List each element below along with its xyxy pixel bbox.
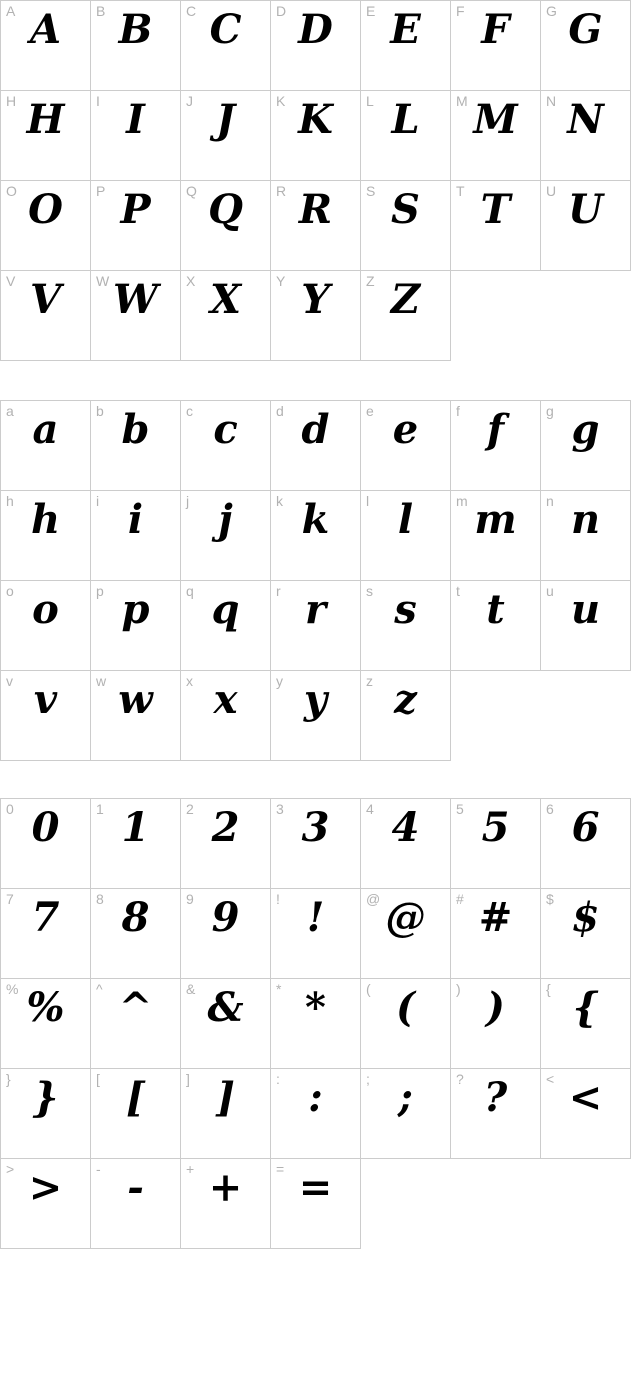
char-glyph: }	[32, 1074, 59, 1121]
charmap-cell	[1, 91, 91, 181]
charmap-cell	[451, 1069, 541, 1159]
charmap-cell	[91, 979, 181, 1069]
char-label: {	[546, 981, 551, 997]
char-label: L	[366, 93, 374, 109]
char-label: @	[366, 891, 381, 907]
char-label: G	[546, 3, 557, 19]
charmap-cell	[541, 491, 631, 581]
charmap-cell	[271, 91, 361, 181]
char-glyph: W	[113, 276, 158, 323]
char-label: [	[96, 1071, 100, 1087]
char-label: 7	[6, 891, 14, 907]
charmap-cell	[1, 491, 91, 581]
char-label: ^	[96, 981, 103, 997]
charmap-cell	[1, 271, 91, 361]
char-glyph: g	[571, 406, 600, 453]
char-label: X	[186, 273, 196, 289]
char-glyph: E	[390, 6, 421, 53]
char-label: (	[366, 981, 371, 997]
char-glyph: y	[303, 676, 328, 723]
char-glyph: B	[118, 6, 153, 53]
char-glyph: $	[571, 894, 600, 941]
char-glyph: M	[473, 96, 518, 143]
char-glyph: Y	[301, 276, 330, 323]
char-glyph: (	[396, 984, 415, 1031]
char-glyph: ^	[118, 984, 153, 1031]
charmap-cell	[361, 181, 451, 271]
char-label: c	[186, 403, 193, 419]
char-glyph: Z	[390, 276, 421, 323]
char-label: a	[6, 403, 14, 419]
char-label: Q	[186, 183, 197, 199]
charmap-cell	[91, 401, 181, 491]
char-glyph: U	[568, 186, 603, 233]
char-glyph: f	[486, 406, 505, 453]
charmap-cell	[361, 889, 451, 979]
charmap-cell	[1, 1069, 91, 1159]
char-glyph: m	[474, 496, 517, 543]
char-glyph: s	[394, 586, 417, 633]
char-label: k	[276, 493, 283, 509]
charmap-cell	[271, 581, 361, 671]
charmap-cell	[451, 1, 541, 91]
char-label: w	[96, 673, 107, 689]
char-glyph: 0	[31, 804, 60, 851]
char-label: I	[96, 93, 100, 109]
char-label: C	[186, 3, 197, 19]
char-label: M	[456, 93, 468, 109]
char-glyph: D	[298, 6, 333, 53]
charmap-cell	[91, 1069, 181, 1159]
char-label: S	[366, 183, 376, 199]
char-glyph: d	[301, 406, 330, 453]
char-label: v	[6, 673, 13, 689]
charmap-cell	[181, 1069, 271, 1159]
char-label: $	[546, 891, 554, 907]
char-label: 0	[6, 801, 14, 817]
char-label: 2	[186, 801, 194, 817]
charmap-cell	[541, 181, 631, 271]
char-glyph: G	[568, 6, 603, 53]
char-label: &	[186, 981, 196, 997]
char-glyph: ?	[483, 1074, 508, 1121]
charmap-cell	[541, 401, 631, 491]
char-glyph: v	[33, 676, 58, 723]
char-label: Y	[276, 273, 286, 289]
char-glyph: S	[391, 186, 420, 233]
charmap-cell	[181, 889, 271, 979]
charmap-cell	[181, 581, 271, 671]
char-glyph: I	[126, 96, 145, 143]
char-glyph: r	[304, 586, 327, 633]
char-glyph: z	[394, 676, 417, 723]
char-glyph: Q	[208, 186, 243, 233]
char-glyph: *	[305, 984, 326, 1031]
charmap-cell	[271, 799, 361, 889]
charmap-cell	[271, 979, 361, 1069]
char-glyph: C	[209, 6, 242, 53]
charmap-cell	[271, 271, 361, 361]
char-label: K	[276, 93, 286, 109]
charmap-cell	[1, 889, 91, 979]
charmap-cell	[91, 581, 181, 671]
char-glyph: c	[213, 406, 238, 453]
charmap-cell	[181, 401, 271, 491]
charmap-cell	[361, 1069, 451, 1159]
char-label: P	[96, 183, 106, 199]
char-label: ;	[366, 1071, 370, 1087]
char-label: 3	[276, 801, 284, 817]
char-label: :	[276, 1071, 280, 1087]
char-glyph: i	[127, 496, 144, 543]
char-glyph: x	[213, 676, 238, 723]
charmap-cell	[541, 1069, 631, 1159]
char-glyph: 8	[121, 894, 150, 941]
char-glyph: <	[568, 1074, 603, 1121]
char-label: e	[366, 403, 374, 419]
char-glyph: H	[26, 96, 65, 143]
charmap-cell	[451, 979, 541, 1069]
char-label: 8	[96, 891, 104, 907]
char-glyph: &	[207, 984, 244, 1031]
char-glyph: N	[567, 96, 604, 143]
char-label: i	[96, 493, 100, 509]
char-label: A	[6, 3, 16, 19]
charmap-cell	[451, 91, 541, 181]
char-label: ?	[456, 1071, 464, 1087]
charmap-cell	[1, 401, 91, 491]
char-label: l	[366, 493, 370, 509]
char-glyph: O	[28, 186, 63, 233]
charmap-cell	[361, 271, 451, 361]
charmap-cell	[541, 799, 631, 889]
char-glyph: K	[298, 96, 333, 143]
charmap-cell	[451, 401, 541, 491]
charmap-cell	[361, 581, 451, 671]
char-label: V	[6, 273, 16, 289]
charmap-cell	[1, 1, 91, 91]
char-label: +	[186, 1161, 195, 1177]
char-label: !	[276, 891, 280, 907]
char-label: g	[546, 403, 554, 419]
charmap-cell	[541, 91, 631, 181]
charmap-cell	[271, 401, 361, 491]
char-glyph: 5	[481, 804, 510, 851]
char-glyph: u	[570, 586, 601, 633]
charmap-cell	[271, 1069, 361, 1159]
char-glyph: +	[208, 1164, 243, 1211]
charmap-cell	[271, 671, 361, 761]
char-glyph: j	[218, 496, 233, 543]
char-label: x	[186, 673, 193, 689]
char-label: t	[456, 583, 460, 599]
char-glyph: 9	[211, 894, 240, 941]
charmap-cell	[361, 491, 451, 581]
char-glyph: L	[391, 96, 420, 143]
charmap-cell	[181, 271, 271, 361]
char-label: =	[276, 1161, 285, 1177]
charmap-cell	[181, 491, 271, 581]
charmap-cell	[181, 799, 271, 889]
charmap-cell	[91, 491, 181, 581]
char-label: d	[276, 403, 284, 419]
char-label: R	[276, 183, 287, 199]
charmap-cell	[181, 1, 271, 91]
char-label: y	[276, 673, 283, 689]
char-glyph: 4	[391, 804, 420, 851]
charmap-cell	[541, 889, 631, 979]
char-label: q	[186, 583, 194, 599]
char-label: F	[456, 3, 465, 19]
uppercase-charmap	[0, 0, 631, 361]
char-glyph: 7	[31, 894, 60, 941]
char-label: m	[456, 493, 468, 509]
char-label: T	[456, 183, 465, 199]
charmap-cell	[541, 581, 631, 671]
charmap-cell	[541, 1, 631, 91]
char-label: W	[96, 273, 110, 289]
char-glyph: #	[478, 894, 513, 941]
charmap-cell	[1, 799, 91, 889]
charmap-cell	[361, 91, 451, 181]
char-glyph: t	[486, 586, 505, 633]
char-label: *	[276, 981, 282, 997]
charmap-cell	[91, 889, 181, 979]
charmap-cell	[91, 181, 181, 271]
lowercase-charmap	[0, 400, 631, 761]
char-glyph: w	[118, 676, 153, 723]
char-glyph: b	[121, 406, 150, 453]
char-glyph: )	[486, 984, 505, 1031]
charmap-cell	[181, 671, 271, 761]
char-label: #	[456, 891, 464, 907]
char-glyph: e	[392, 406, 419, 453]
char-glyph: a	[32, 406, 59, 453]
char-glyph: =	[298, 1164, 333, 1211]
charmap-cell	[271, 1, 361, 91]
charmap-cell	[451, 889, 541, 979]
char-glyph: >	[28, 1164, 63, 1211]
char-label: B	[96, 3, 106, 19]
char-glyph: 2	[211, 804, 240, 851]
char-glyph: :	[308, 1074, 323, 1121]
char-label: N	[546, 93, 557, 109]
charmap-cell	[361, 979, 451, 1069]
charmap-cell	[91, 671, 181, 761]
char-label: z	[366, 673, 373, 689]
char-label: H	[6, 93, 17, 109]
char-glyph: h	[30, 496, 61, 543]
char-glyph: X	[209, 276, 242, 323]
char-label: 5	[456, 801, 464, 817]
charmap-cell	[451, 491, 541, 581]
char-label: 1	[96, 801, 104, 817]
charmap-cell	[91, 271, 181, 361]
char-label: E	[366, 3, 376, 19]
char-label: n	[546, 493, 554, 509]
charmap-cell	[451, 581, 541, 671]
char-label: j	[186, 493, 190, 509]
char-label: f	[456, 403, 460, 419]
charmap-cell	[1, 581, 91, 671]
charmap-cell	[1, 979, 91, 1069]
charmap-cell	[1, 1159, 91, 1249]
charmap-cell	[541, 979, 631, 1069]
char-glyph: ]	[216, 1074, 235, 1121]
char-label: u	[546, 583, 554, 599]
charmap-cell	[1, 181, 91, 271]
charmap-cell	[361, 1, 451, 91]
char-label: o	[6, 583, 14, 599]
charmap-cell	[181, 979, 271, 1069]
charmap-cell	[91, 1, 181, 91]
char-label: >	[6, 1161, 15, 1177]
char-glyph: 1	[121, 804, 150, 851]
char-glyph: -	[127, 1164, 144, 1211]
char-label: 6	[546, 801, 554, 817]
char-label: s	[366, 583, 373, 599]
charmap-cell	[91, 91, 181, 181]
char-glyph: [	[126, 1074, 145, 1121]
charmap-cell	[361, 799, 451, 889]
charmap-cell	[181, 181, 271, 271]
char-label: -	[96, 1161, 101, 1177]
char-glyph: P	[120, 186, 151, 233]
char-label: 9	[186, 891, 194, 907]
charmap-cell	[451, 181, 541, 271]
char-label: r	[276, 583, 281, 599]
char-glyph: 3	[301, 804, 330, 851]
char-glyph: ;	[398, 1074, 413, 1121]
char-glyph: 6	[571, 804, 600, 851]
char-glyph: n	[570, 496, 601, 543]
charmap-cell	[451, 799, 541, 889]
charmap-cell	[361, 671, 451, 761]
char-glyph: {	[572, 984, 599, 1031]
charmap-cell	[271, 491, 361, 581]
charmap-cell	[361, 401, 451, 491]
charmap-cell	[181, 91, 271, 181]
char-glyph: p	[121, 586, 150, 633]
char-glyph: k	[301, 496, 330, 543]
char-glyph: l	[397, 496, 414, 543]
char-glyph: %	[26, 984, 65, 1031]
char-label: D	[276, 3, 287, 19]
char-label: Z	[366, 273, 375, 289]
charmap-cell	[271, 1159, 361, 1249]
char-glyph: !	[306, 894, 325, 941]
char-label: J	[186, 93, 193, 109]
digits-symbols-charmap	[0, 798, 631, 1249]
char-label: O	[6, 183, 17, 199]
charmap-cell	[181, 1159, 271, 1249]
char-label: }	[6, 1071, 11, 1087]
char-glyph: A	[29, 6, 62, 53]
char-glyph: R	[298, 186, 333, 233]
char-label: )	[456, 981, 461, 997]
char-label: <	[546, 1071, 555, 1087]
char-label: b	[96, 403, 104, 419]
char-glyph: @	[385, 894, 426, 941]
char-glyph: J	[216, 96, 235, 143]
char-label: U	[546, 183, 557, 199]
char-glyph: q	[211, 586, 240, 633]
char-glyph: F	[481, 6, 510, 53]
char-label: %	[6, 981, 19, 997]
charmap-cell	[91, 799, 181, 889]
char-label: p	[96, 583, 104, 599]
char-glyph: V	[29, 276, 62, 323]
char-label: ]	[186, 1071, 190, 1087]
char-label: h	[6, 493, 14, 509]
charmap-cell	[91, 1159, 181, 1249]
charmap-cell	[271, 889, 361, 979]
char-label: 4	[366, 801, 374, 817]
charmap-cell	[1, 671, 91, 761]
charmap-cell	[271, 181, 361, 271]
char-glyph: T	[480, 186, 511, 233]
char-glyph: o	[32, 586, 59, 633]
